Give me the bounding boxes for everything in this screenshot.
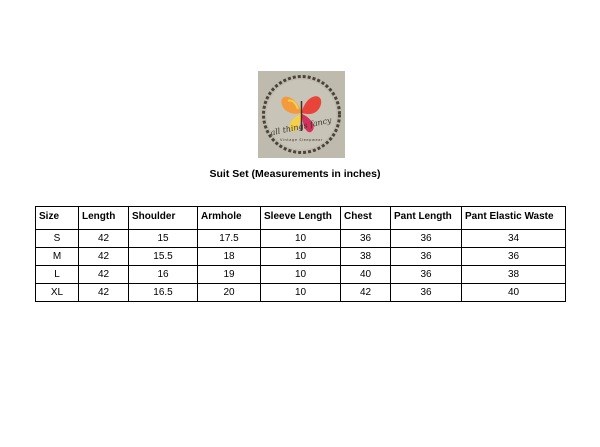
cell-pant-length: 36 <box>391 248 462 266</box>
cell-sleeve-length: 10 <box>261 248 341 266</box>
header-pant-elastic-waste: Pant Elastic Waste <box>462 207 566 230</box>
cell-pant-elastic-waste: 34 <box>462 230 566 248</box>
cell-chest: 38 <box>341 248 391 266</box>
header-armhole: Armhole <box>198 207 261 230</box>
header-chest: Chest <box>341 207 391 230</box>
table-caption: Suit Set (Measurements in inches) <box>209 168 381 180</box>
cell-size: XL <box>36 284 79 302</box>
cell-armhole: 17.5 <box>198 230 261 248</box>
table-row <box>36 248 566 266</box>
header-shoulder: Shoulder <box>129 207 198 230</box>
header-length: Length <box>79 207 129 230</box>
cell-length: 42 <box>79 284 129 302</box>
header-size: Size <box>36 207 79 230</box>
table-row <box>36 266 566 284</box>
cell-sleeve-length: 10 <box>261 284 341 302</box>
table-header-row <box>36 207 566 230</box>
cell-pant-elastic-waste: 38 <box>462 266 566 284</box>
cell-pant-elastic-waste: 40 <box>462 284 566 302</box>
cell-length: 42 <box>79 248 129 266</box>
cell-chest: 42 <box>341 284 391 302</box>
header-pant-length: Pant Length <box>391 207 462 230</box>
svg-text:all things fancy: all things fancy <box>269 115 333 138</box>
cell-shoulder: 16 <box>129 266 198 284</box>
size-chart-table <box>35 206 566 302</box>
cell-shoulder: 15.5 <box>129 248 198 266</box>
cell-length: 42 <box>79 230 129 248</box>
cell-pant-length: 36 <box>391 284 462 302</box>
cell-chest: 36 <box>341 230 391 248</box>
svg-text:Vintage Sleepwear: Vintage Sleepwear <box>279 138 324 142</box>
cell-length: 42 <box>79 266 129 284</box>
table-row <box>36 284 566 302</box>
cell-shoulder: 15 <box>129 230 198 248</box>
cell-armhole: 20 <box>198 284 261 302</box>
table-row <box>36 230 566 248</box>
brand-logo <box>258 71 345 158</box>
cell-chest: 40 <box>341 266 391 284</box>
cell-pant-length: 36 <box>391 266 462 284</box>
cell-size: S <box>36 230 79 248</box>
cell-pant-length: 36 <box>391 230 462 248</box>
cell-size: L <box>36 266 79 284</box>
cell-armhole: 19 <box>198 266 261 284</box>
cell-shoulder: 16.5 <box>129 284 198 302</box>
cell-armhole: 18 <box>198 248 261 266</box>
butterfly-icon <box>258 71 345 158</box>
cell-size: M <box>36 248 79 266</box>
cell-pant-elastic-waste: 36 <box>462 248 566 266</box>
cell-sleeve-length: 10 <box>261 266 341 284</box>
header-sleeve-length: Sleeve Length <box>261 207 341 230</box>
cell-sleeve-length: 10 <box>261 230 341 248</box>
